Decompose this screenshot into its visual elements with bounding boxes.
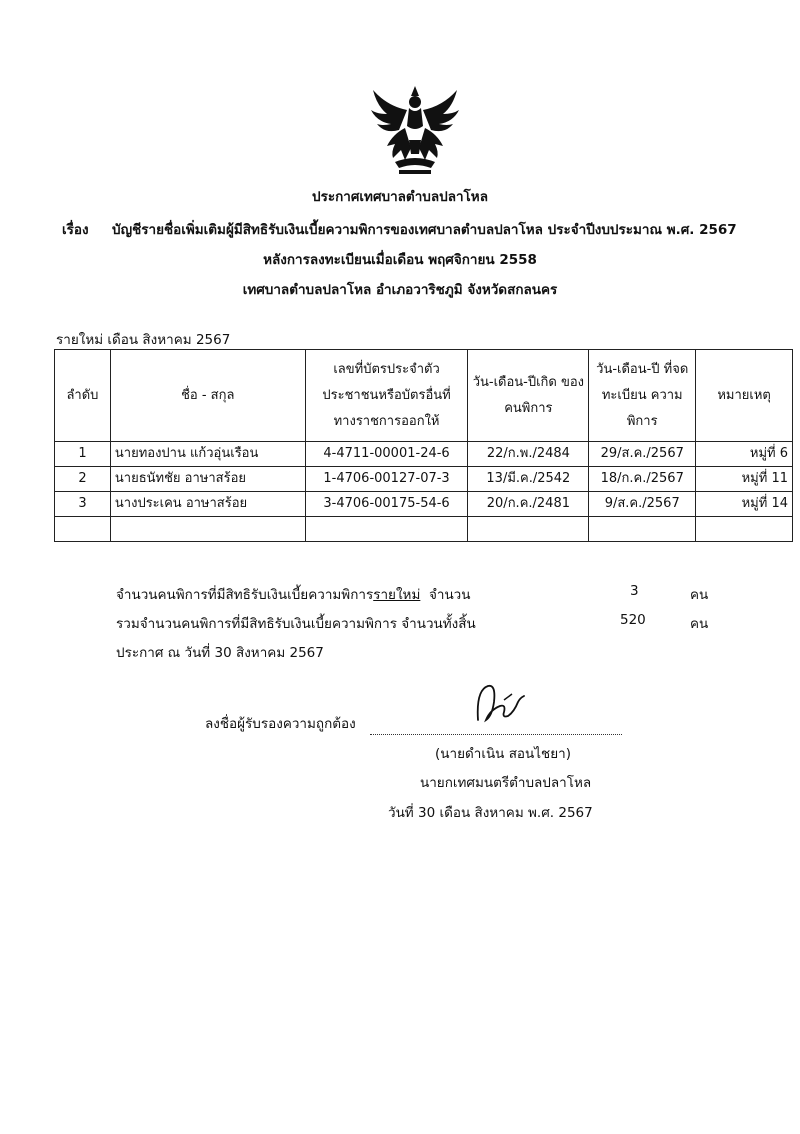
cell-no: 2 [55, 467, 111, 492]
empty-cell [55, 517, 111, 542]
new-count-suffix: จำนวน [428, 587, 471, 603]
cell-birth: 22/ก.พ./2484 [468, 442, 589, 467]
cell-birth: 13/มี.ค./2542 [468, 467, 589, 492]
col-header-id: เลขที่บัตรประจำตัว ประชาชนหรือบัตรอื่นที่ ทางราชการออกให้ [305, 350, 468, 442]
cell-birth: 20/ก.ค./2481 [468, 492, 589, 517]
table-row [55, 442, 793, 467]
cell-registered: 29/ส.ค./2567 [589, 442, 696, 467]
cell-no: 3 [55, 492, 111, 517]
new-count-prefix: จำนวนคนพิการที่มีสิทธิรับเงินเบี้ยความพิการ [116, 587, 374, 603]
cell-note: หมู่ที่ 11 [696, 467, 793, 492]
col-header-birth: วัน-เดือน-ปีเกิด ของคนพิการ [468, 350, 589, 442]
signer-position: นายกเทศมนตรีตำบลปลาโหล [420, 775, 592, 791]
empty-cell [305, 517, 468, 542]
empty-cell [110, 517, 305, 542]
subtitle-location: เทศบาลตำบลปลาโหล อำเภอวาริชภูมิ จังหวัดสกลนคร [242, 282, 558, 298]
signer-name: (นายดำเนิน สอนไชยา) [435, 746, 571, 762]
empty-cell [589, 517, 696, 542]
table-header-row [55, 350, 793, 442]
announce-date: ประกาศ ณ วันที่ 30 สิงหาคม 2567 [116, 645, 324, 661]
signature-date: วันที่ 30 เดือน สิงหาคม พ.ศ. 2567 [388, 805, 593, 821]
list-month: รายใหม่ เดือน สิงหาคม 2567 [56, 332, 231, 348]
cell-registered: 18/ก.ค./2567 [589, 467, 696, 492]
signature-label: ลงชื่อผู้รับรองความถูกต้อง [205, 716, 356, 732]
col-header-registered: วัน-เดือน-ปี ที่จดทะเบียน ความพิการ [589, 350, 696, 442]
col-header-note: หมายเหตุ [696, 350, 793, 442]
table-row-empty [55, 517, 793, 542]
subtitle-registration: หลังการลงทะเบียนเมื่อเดือน พฤศจิกายน 2558 [263, 252, 537, 268]
cell-note: หมู่ที่ 6 [696, 442, 793, 467]
cell-registered: 9/ส.ค./2567 [589, 492, 696, 517]
cell-note: หมู่ที่ 14 [696, 492, 793, 517]
new-count-line [116, 583, 470, 605]
empty-cell [696, 517, 793, 542]
total-count-value: 520 [620, 612, 646, 628]
table-row [55, 467, 793, 492]
new-count-value: 3 [630, 583, 639, 599]
cell-no: 1 [55, 442, 111, 467]
cell-id: 1-4706-00127-07-3 [305, 467, 468, 492]
total-count-label: รวมจำนวนคนพิการที่มีสิทธิรับเงินเบี้ยความพิการ จำนวนทั้งสิ้น [116, 616, 476, 632]
new-count-unit: คน [690, 587, 709, 603]
total-count-unit: คน [690, 616, 709, 632]
cell-name: นางประเคน อาษาสร้อย [110, 492, 305, 517]
new-count-underlined: รายใหม่ [373, 587, 421, 603]
cell-id: 3-4706-00175-54-6 [305, 492, 468, 517]
table-row [55, 492, 793, 517]
cell-name: นายทองปาน แก้วอุ่นเรือน [110, 442, 305, 467]
beneficiary-table [54, 349, 793, 542]
cell-id: 4-4711-00001-24-6 [305, 442, 468, 467]
announcement-title: ประกาศเทศบาลตำบลปลาโหล [312, 189, 488, 205]
handwritten-signature [470, 680, 530, 730]
garuda-emblem [365, 80, 465, 180]
subject-label: เรื่อง [62, 222, 89, 238]
col-header-no: ลำดับ [55, 350, 111, 442]
empty-cell [468, 517, 589, 542]
subject-text: บัญชีรายชื่อเพิ่มเติมผู้มีสิทธิรับเงินเบี้ยความพิการของเทศบาลตำบลปลาโหล ประจำปีงบประมาณ พ.ศ. 2567 [112, 222, 737, 238]
col-header-name: ชื่อ - สกุล [110, 350, 305, 442]
cell-name: นายธนัทชัย อาษาสร้อย [110, 467, 305, 492]
